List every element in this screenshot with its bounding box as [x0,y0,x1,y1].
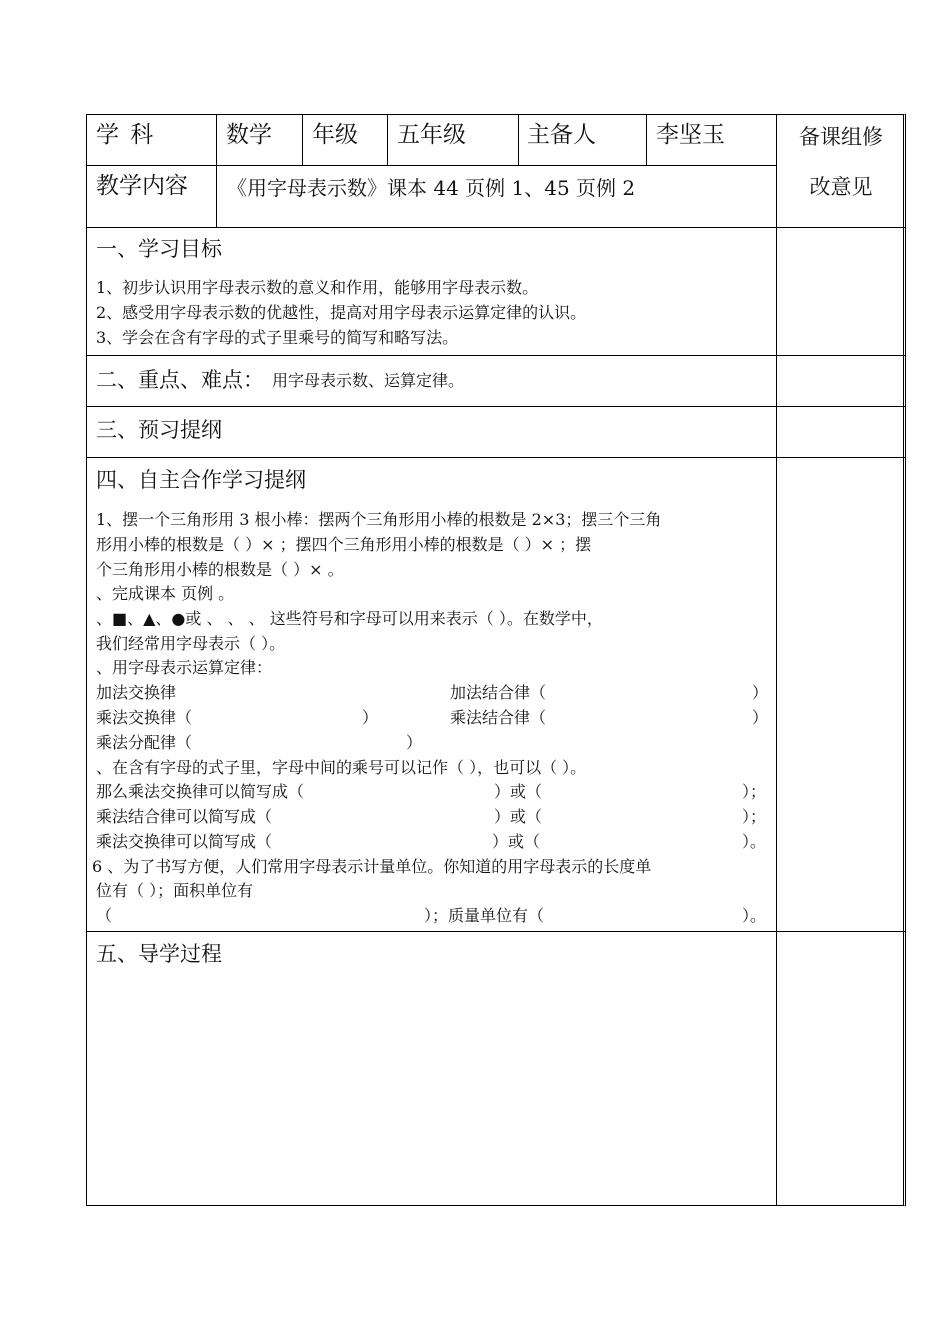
abbrev-line: 乘法结合律可以简写成（ [96,807,273,826]
law-close-paren: ） [752,708,769,727]
objective-item: 3、学会在含有字母的式子里乘号的简写和略写法。 [96,328,459,347]
objective-item: 1、初步认识用字母表示数的意义和作用，能够用字母表示数。 [96,278,539,297]
study-line: 我们经常用字母表示（ ）。 [96,634,286,653]
units-line: （ [96,906,113,925]
units-line: 6 、为了书写方便，人们常用字母表示计量单位。你知道的用字母表示的长度单 [92,857,652,876]
section1-title: 一、学习目标 [96,237,222,261]
abbrev-line: ）或（ [494,807,543,826]
row-divider [86,457,906,458]
col-divider [302,114,303,165]
study-line: 1、摆一个三角形用 3 根小棒：摆两个三角形用小棒的根数是 2×3；摆三个三角 [96,510,662,529]
study-line: 、■、▲、●或 、 、 、 这些符号和字母可以用来表示（ ）。在数学中， [96,609,603,628]
study-line: 个三角形用小棒的根数是（ ）× 。 [96,560,344,579]
abbrev-line: ）； [742,782,767,801]
law-close-paren: ） [406,733,423,752]
section3-title: 三、预习提纲 [96,418,222,442]
preparer-label: 主备人 [527,122,596,148]
units-line: ）。 [742,906,767,925]
col-divider [646,114,647,165]
law-multiplication-distributive: 乘法分配律（ [96,733,193,752]
col-divider [387,114,388,165]
study-line: 、完成课本 页例 。 [96,584,235,603]
law-addition-commutative: 加法交换律 [96,683,177,702]
content-value: 《用字母表示数》课本 44 页例 1、45 页例 2 [227,176,636,200]
preparer-value: 李坚玉 [656,122,725,148]
study-line: 、用字母表示运算定律： [96,658,273,677]
abbrev-line: 那么乘法交换律可以简写成（ [96,782,305,801]
revision-header-line1: 备课组修 [799,125,883,149]
law-close-paren: ） [362,708,379,727]
abbrev-intro: 、在含有字母的式子里，字母中间的乘号可以记作（ ），也可以（ ）。 [96,758,587,777]
section5-title: 五、导学过程 [96,942,222,966]
study-line: 形用小棒的根数是（ ）× ；摆四个三角形用小棒的根数是（ ）× ；摆 [96,535,592,554]
row-divider [86,406,906,407]
abbrev-line: ）； [742,807,767,826]
subject-value: 数学 [226,122,272,148]
section2-text: 用字母表示数、运算定律。 [272,371,465,390]
grade-value: 五年级 [397,122,466,148]
col-divider [518,114,519,165]
units-line: ）；质量单位有（ [424,906,545,925]
row-divider [86,355,906,356]
row-divider [86,165,776,166]
law-multiplication-associative: 乘法结合律（ [450,708,547,727]
units-line: 位有（ ）；面积单位有 [96,881,254,900]
grade-label: 年级 [312,122,358,148]
law-multiplication-commutative: 乘法交换律（ [96,708,193,727]
law-addition-associative: 加法结合律（ [450,683,547,702]
abbrev-line: 乘法交换律可以简写成（ [96,832,273,851]
subject-label: 学 科 [96,122,156,148]
row-divider [86,227,906,228]
col-divider [216,114,217,227]
col-divider [776,114,777,1206]
abbrev-line: ）。 [742,832,767,851]
row-divider [86,931,906,932]
abbrev-line: ）或（ [494,782,543,801]
law-close-paren: ） [752,683,769,702]
section2-title: 二、重点、难点： [96,368,264,392]
objective-item: 2、感受用字母表示数的优越性，提高对用字母表示运算定律的认识。 [96,303,587,322]
revision-header-line2: 改意见 [809,175,873,199]
abbrev-line: ）或（ [492,832,541,851]
section4-title: 四、自主合作学习提纲 [96,468,306,492]
content-label: 教学内容 [96,173,188,199]
